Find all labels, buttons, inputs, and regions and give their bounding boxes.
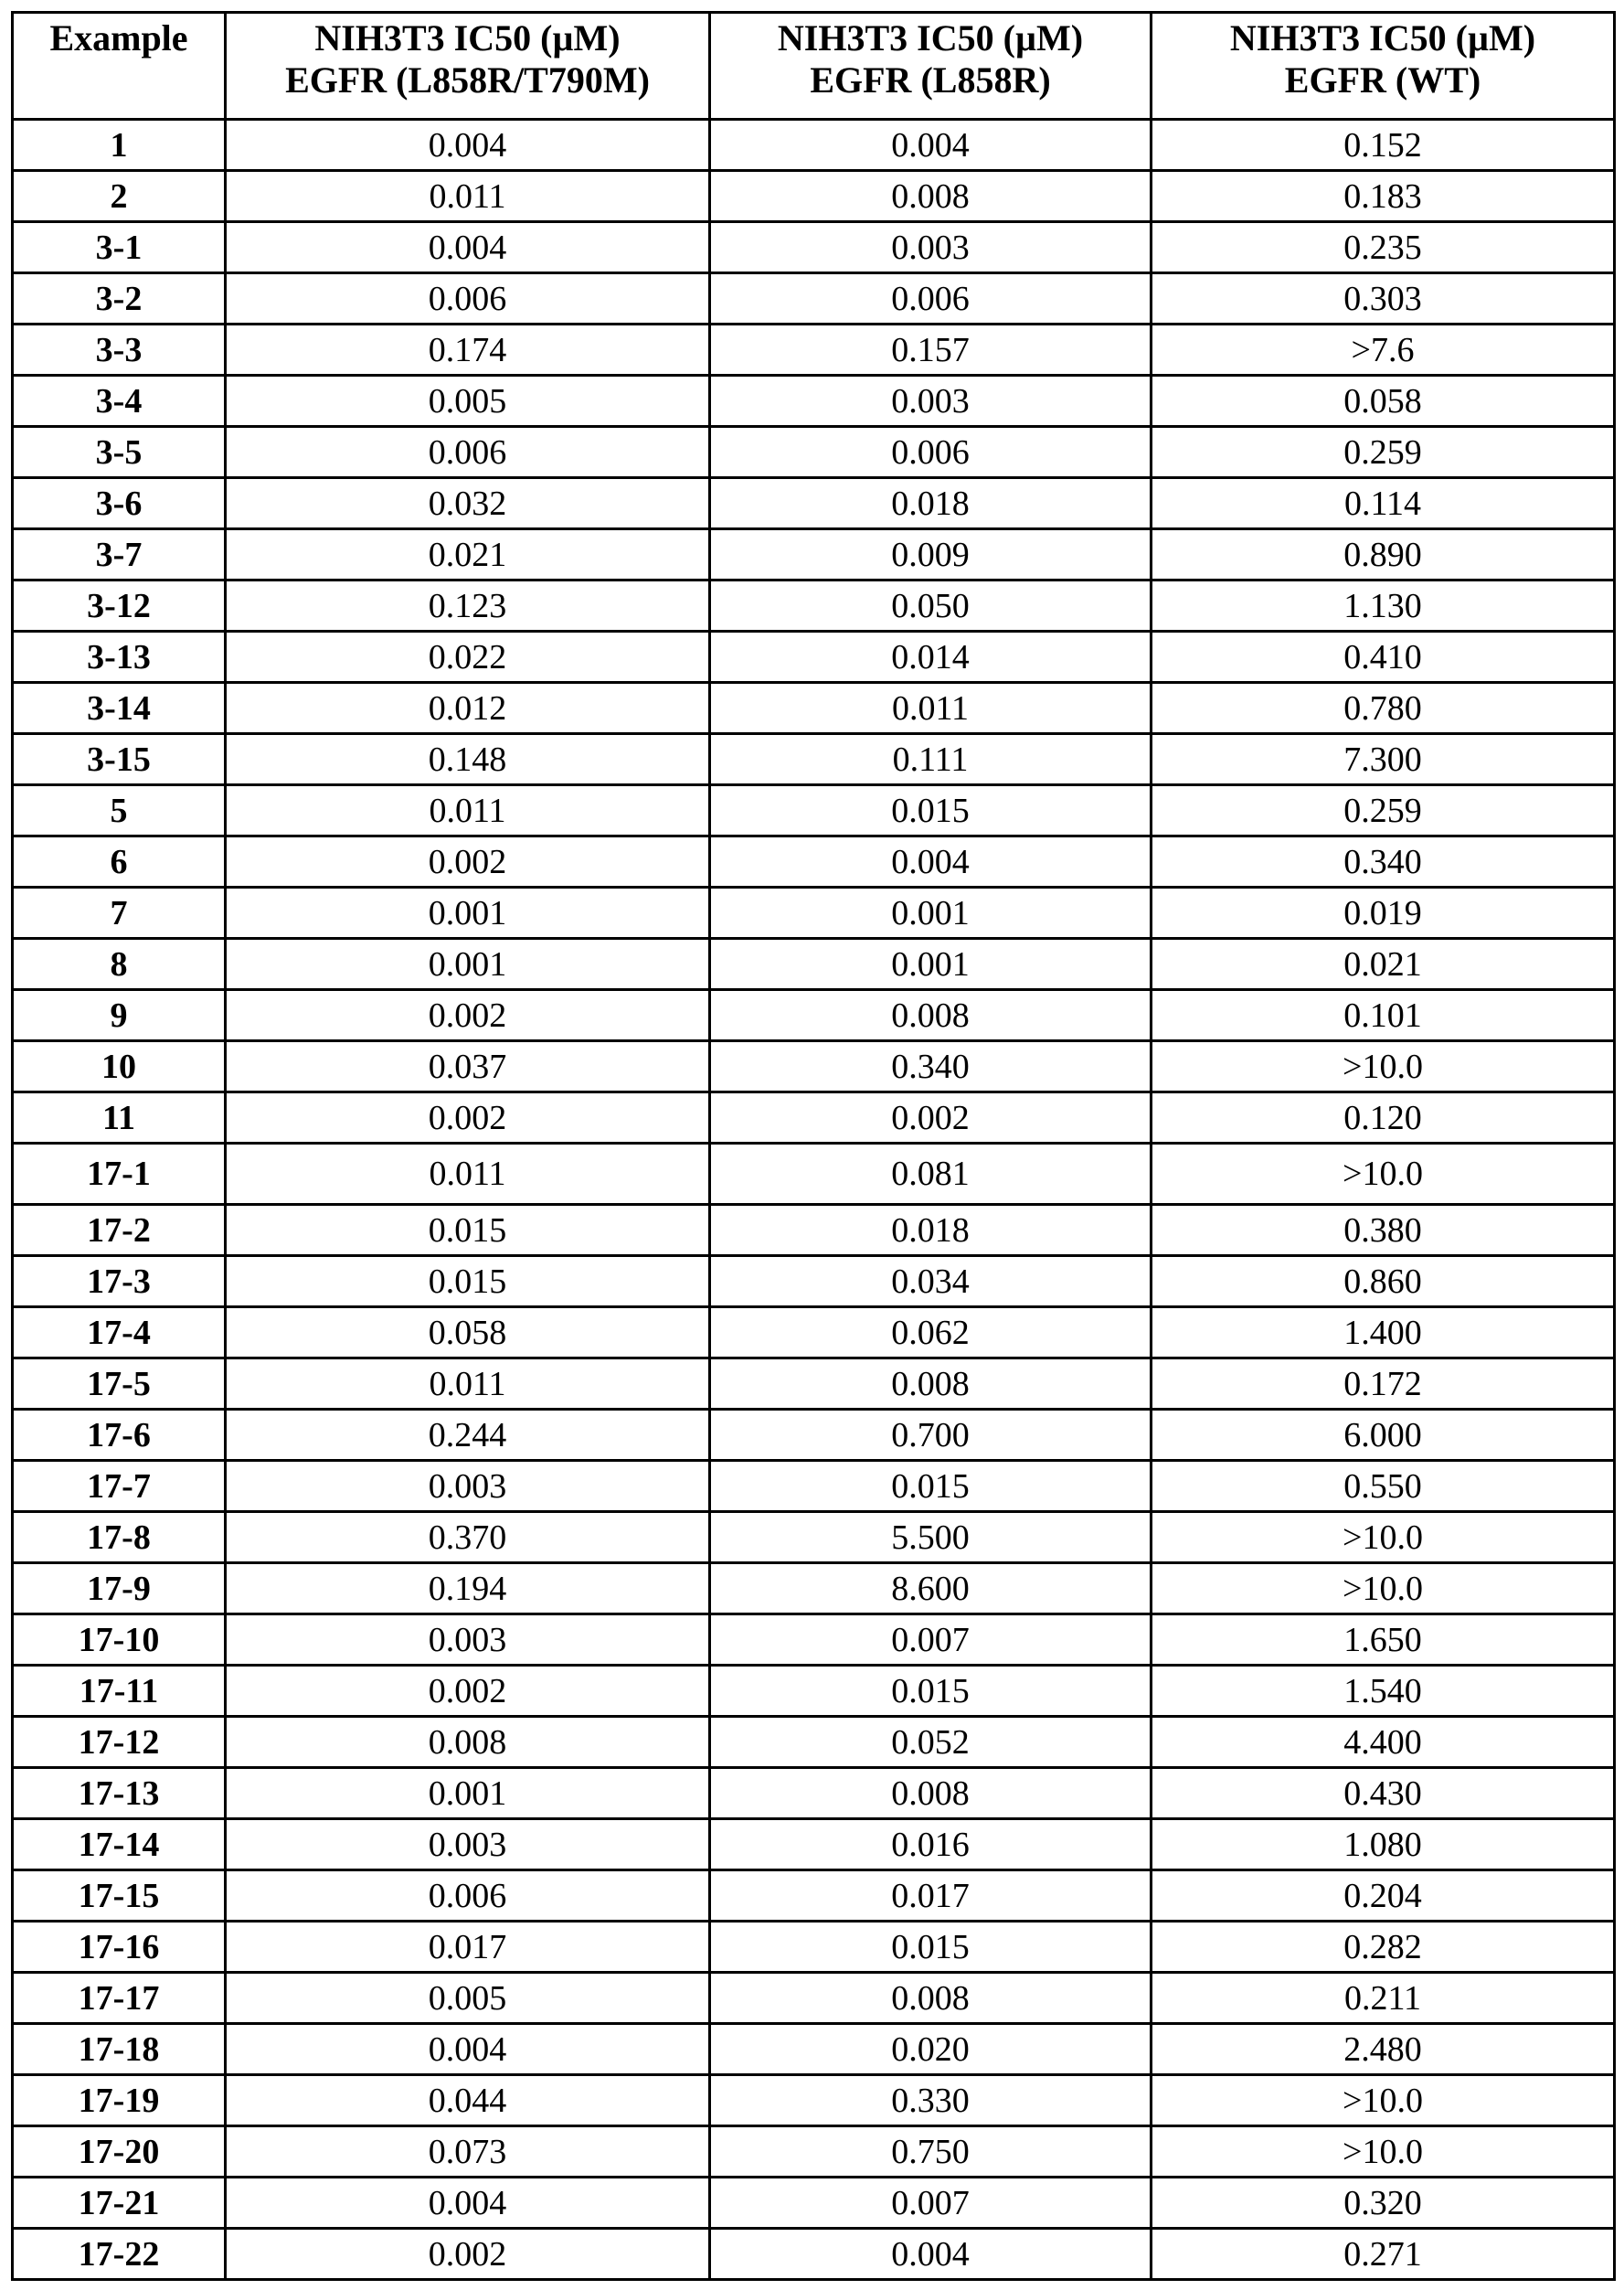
cell-example: 17-19 [13,2075,226,2126]
cell-ic50-l858r-t790m: 0.006 [226,427,710,478]
cell-example: 17-21 [13,2178,226,2229]
cell-example: 3-12 [13,580,226,632]
cell-example: 3-1 [13,222,226,273]
cell-ic50-wt: 0.021 [1152,939,1615,990]
table-row [13,376,1615,427]
cell-ic50-wt: >10.0 [1152,2075,1615,2126]
cell-ic50-wt: 4.400 [1152,1717,1615,1768]
cell-ic50-l858r: 0.081 [710,1144,1152,1205]
cell-ic50-l858r-t790m: 0.244 [226,1410,710,1461]
table-body [13,120,1615,2280]
cell-example: 17-8 [13,1512,226,1563]
cell-ic50-l858r: 0.157 [710,325,1152,376]
table-row [13,2178,1615,2229]
cell-example: 17-22 [13,2229,226,2280]
header-line1: Example [49,17,187,59]
cell-ic50-l858r-t790m: 0.174 [226,325,710,376]
ic50-table [11,11,1616,2281]
table-row [13,1144,1615,1205]
cell-example: 17-7 [13,1461,226,1512]
cell-ic50-l858r-t790m: 0.001 [226,1768,710,1819]
header-line2: EGFR (L858R) [711,59,1150,101]
table-row [13,478,1615,529]
cell-ic50-l858r-t790m: 0.002 [226,1092,710,1144]
cell-ic50-l858r-t790m: 0.123 [226,580,710,632]
table-row [13,1256,1615,1307]
cell-example: 17-20 [13,2126,226,2178]
cell-ic50-wt: 0.019 [1152,888,1615,939]
cell-ic50-wt: 0.204 [1152,1870,1615,1922]
table-row [13,632,1615,683]
cell-example: 3-7 [13,529,226,580]
cell-ic50-l858r-t790m: 0.073 [226,2126,710,2178]
cell-ic50-wt: 0.114 [1152,478,1615,529]
cell-ic50-wt: 0.282 [1152,1922,1615,1973]
cell-ic50-l858r-t790m: 0.011 [226,1358,710,1410]
cell-ic50-wt: 0.058 [1152,376,1615,427]
table-row [13,1205,1615,1256]
header-wt [1152,13,1615,120]
table-row [13,1819,1615,1870]
header-line1: NIH3T3 IC50 (µM) [711,17,1150,59]
cell-ic50-wt: 7.300 [1152,734,1615,785]
cell-ic50-l858r: 0.011 [710,683,1152,734]
cell-ic50-l858r-t790m: 0.370 [226,1512,710,1563]
cell-ic50-l858r: 0.050 [710,580,1152,632]
cell-ic50-l858r: 0.001 [710,888,1152,939]
cell-ic50-l858r-t790m: 0.002 [226,1666,710,1717]
table-row [13,1512,1615,1563]
cell-ic50-wt: 0.410 [1152,632,1615,683]
cell-example: 8 [13,939,226,990]
cell-ic50-l858r-t790m: 0.004 [226,2024,710,2075]
cell-example: 6 [13,836,226,888]
cell-example: 10 [13,1041,226,1092]
cell-example: 7 [13,888,226,939]
cell-ic50-l858r: 0.002 [710,1092,1152,1144]
cell-ic50-l858r: 0.008 [710,1358,1152,1410]
cell-example: 3-15 [13,734,226,785]
cell-ic50-l858r: 0.016 [710,1819,1152,1870]
cell-ic50-wt: 0.780 [1152,683,1615,734]
cell-ic50-wt: 0.320 [1152,2178,1615,2229]
cell-ic50-l858r: 0.330 [710,2075,1152,2126]
cell-ic50-wt: 0.101 [1152,990,1615,1041]
cell-ic50-l858r-t790m: 0.058 [226,1307,710,1358]
cell-ic50-l858r: 8.600 [710,1563,1152,1614]
table-row [13,1768,1615,1819]
cell-ic50-l858r-t790m: 0.032 [226,478,710,529]
cell-ic50-l858r-t790m: 0.015 [226,1256,710,1307]
cell-ic50-l858r-t790m: 0.148 [226,734,710,785]
table-row [13,1922,1615,1973]
table-row [13,1410,1615,1461]
cell-example: 17-4 [13,1307,226,1358]
cell-ic50-wt: >10.0 [1152,1041,1615,1092]
table-row [13,529,1615,580]
cell-example: 3-5 [13,427,226,478]
cell-ic50-wt: 1.400 [1152,1307,1615,1358]
cell-ic50-l858r: 0.004 [710,120,1152,171]
cell-ic50-wt: 0.183 [1152,171,1615,222]
table-row [13,888,1615,939]
cell-example: 11 [13,1092,226,1144]
cell-example: 17-12 [13,1717,226,1768]
cell-ic50-l858r-t790m: 0.006 [226,273,710,325]
cell-example: 3-4 [13,376,226,427]
cell-ic50-l858r: 0.015 [710,1922,1152,1973]
cell-ic50-wt: 0.271 [1152,2229,1615,2280]
table-row [13,1973,1615,2024]
cell-ic50-l858r: 0.034 [710,1256,1152,1307]
cell-ic50-l858r: 0.003 [710,222,1152,273]
cell-ic50-l858r-t790m: 0.002 [226,2229,710,2280]
table-row [13,785,1615,836]
cell-ic50-l858r-t790m: 0.005 [226,1973,710,2024]
cell-ic50-l858r: 0.009 [710,529,1152,580]
cell-ic50-l858r: 0.001 [710,939,1152,990]
table-row [13,836,1615,888]
cell-ic50-wt: 0.152 [1152,120,1615,171]
table-row [13,1041,1615,1092]
cell-ic50-l858r-t790m: 0.003 [226,1614,710,1666]
table-row [13,2075,1615,2126]
cell-ic50-l858r: 0.006 [710,427,1152,478]
cell-ic50-l858r: 0.006 [710,273,1152,325]
cell-ic50-wt: 1.540 [1152,1666,1615,1717]
table-row [13,273,1615,325]
cell-ic50-l858r-t790m: 0.003 [226,1819,710,1870]
cell-ic50-wt: >10.0 [1152,2126,1615,2178]
table-row [13,2229,1615,2280]
cell-example: 17-15 [13,1870,226,1922]
cell-ic50-l858r-t790m: 0.011 [226,1144,710,1205]
header-l858r [710,13,1152,120]
cell-ic50-l858r-t790m: 0.004 [226,222,710,273]
cell-ic50-wt: 0.890 [1152,529,1615,580]
header-line1: NIH3T3 IC50 (µM) [1152,17,1613,59]
cell-ic50-l858r-t790m: 0.003 [226,1461,710,1512]
table-row [13,1358,1615,1410]
table-row [13,325,1615,376]
cell-ic50-wt: 0.211 [1152,1973,1615,2024]
cell-ic50-l858r: 0.008 [710,1973,1152,2024]
table-row [13,1717,1615,1768]
cell-ic50-wt: 6.000 [1152,1410,1615,1461]
cell-ic50-l858r: 0.020 [710,2024,1152,2075]
cell-ic50-l858r: 0.017 [710,1870,1152,1922]
cell-ic50-l858r-t790m: 0.001 [226,888,710,939]
cell-ic50-l858r-t790m: 0.015 [226,1205,710,1256]
cell-ic50-l858r-t790m: 0.022 [226,632,710,683]
cell-ic50-wt: 0.259 [1152,785,1615,836]
cell-example: 3-6 [13,478,226,529]
table-row [13,1870,1615,1922]
cell-ic50-wt: 1.130 [1152,580,1615,632]
cell-example: 3-14 [13,683,226,734]
cell-ic50-l858r: 5.500 [710,1512,1152,1563]
cell-ic50-l858r-t790m: 0.002 [226,836,710,888]
cell-ic50-l858r: 0.008 [710,1768,1152,1819]
cell-ic50-l858r: 0.007 [710,2178,1152,2229]
header-l858r-t790m [226,13,710,120]
cell-example: 17-5 [13,1358,226,1410]
cell-ic50-l858r-t790m: 0.011 [226,171,710,222]
cell-ic50-l858r-t790m: 0.001 [226,939,710,990]
header-line1: NIH3T3 IC50 (µM) [227,17,708,59]
table-row [13,1461,1615,1512]
table-row [13,939,1615,990]
table-row [13,427,1615,478]
cell-ic50-l858r: 0.007 [710,1614,1152,1666]
cell-example: 17-18 [13,2024,226,2075]
table-row [13,734,1615,785]
cell-example: 9 [13,990,226,1041]
cell-ic50-l858r: 0.015 [710,1666,1152,1717]
cell-ic50-l858r: 0.008 [710,990,1152,1041]
cell-example: 17-2 [13,1205,226,1256]
header-line2: EGFR (WT) [1152,59,1613,101]
cell-ic50-l858r: 0.052 [710,1717,1152,1768]
cell-example: 17-13 [13,1768,226,1819]
cell-ic50-wt: 2.480 [1152,2024,1615,2075]
cell-example: 17-14 [13,1819,226,1870]
cell-example: 3-13 [13,632,226,683]
header-line2: EGFR (L858R/T790M) [227,59,708,101]
cell-example: 5 [13,785,226,836]
cell-ic50-wt: 0.120 [1152,1092,1615,1144]
cell-ic50-l858r: 0.004 [710,2229,1152,2280]
table-row [13,2126,1615,2178]
cell-ic50-l858r-t790m: 0.008 [226,1717,710,1768]
cell-ic50-wt: 1.080 [1152,1819,1615,1870]
cell-example: 17-3 [13,1256,226,1307]
table-row [13,1666,1615,1717]
cell-ic50-l858r-t790m: 0.005 [226,376,710,427]
cell-ic50-l858r-t790m: 0.017 [226,1922,710,1973]
header-example [13,13,226,120]
cell-ic50-l858r-t790m: 0.037 [226,1041,710,1092]
cell-ic50-wt: >10.0 [1152,1563,1615,1614]
cell-ic50-wt: 1.650 [1152,1614,1615,1666]
cell-ic50-wt: 0.380 [1152,1205,1615,1256]
cell-ic50-l858r-t790m: 0.194 [226,1563,710,1614]
cell-ic50-wt: 0.259 [1152,427,1615,478]
cell-ic50-wt: 0.172 [1152,1358,1615,1410]
cell-example: 2 [13,171,226,222]
cell-ic50-wt: 0.340 [1152,836,1615,888]
cell-ic50-wt: >10.0 [1152,1512,1615,1563]
table-row [13,120,1615,171]
cell-ic50-l858r: 0.008 [710,171,1152,222]
cell-ic50-l858r-t790m: 0.004 [226,120,710,171]
cell-ic50-wt: 0.860 [1152,1256,1615,1307]
cell-ic50-wt: 0.430 [1152,1768,1615,1819]
cell-example: 1 [13,120,226,171]
cell-ic50-l858r: 0.750 [710,2126,1152,2178]
cell-ic50-l858r-t790m: 0.006 [226,1870,710,1922]
table-row [13,2024,1615,2075]
cell-example: 17-16 [13,1922,226,1973]
cell-ic50-wt: >10.0 [1152,1144,1615,1205]
table-row [13,990,1615,1041]
cell-example: 17-17 [13,1973,226,2024]
cell-ic50-l858r: 0.003 [710,376,1152,427]
cell-ic50-wt: 0.235 [1152,222,1615,273]
cell-ic50-l858r: 0.700 [710,1410,1152,1461]
header-row [13,13,1615,120]
cell-ic50-l858r: 0.018 [710,478,1152,529]
cell-ic50-l858r: 0.014 [710,632,1152,683]
cell-ic50-l858r: 0.004 [710,836,1152,888]
cell-ic50-l858r-t790m: 0.044 [226,2075,710,2126]
cell-example: 17-1 [13,1144,226,1205]
table-row [13,683,1615,734]
cell-example: 17-11 [13,1666,226,1717]
table-row [13,1563,1615,1614]
cell-example: 3-3 [13,325,226,376]
cell-example: 17-6 [13,1410,226,1461]
cell-ic50-l858r: 0.018 [710,1205,1152,1256]
cell-ic50-l858r: 0.015 [710,785,1152,836]
cell-ic50-l858r-t790m: 0.021 [226,529,710,580]
cell-ic50-wt: >7.6 [1152,325,1615,376]
cell-ic50-l858r-t790m: 0.002 [226,990,710,1041]
table-row [13,1614,1615,1666]
table-row [13,222,1615,273]
cell-ic50-wt: 0.550 [1152,1461,1615,1512]
table-row [13,1092,1615,1144]
cell-example: 17-9 [13,1563,226,1614]
cell-ic50-l858r-t790m: 0.011 [226,785,710,836]
table-row [13,1307,1615,1358]
cell-ic50-wt: 0.303 [1152,273,1615,325]
cell-ic50-l858r: 0.111 [710,734,1152,785]
cell-example: 3-2 [13,273,226,325]
cell-ic50-l858r: 0.340 [710,1041,1152,1092]
cell-example: 17-10 [13,1614,226,1666]
table-row [13,171,1615,222]
cell-ic50-l858r: 0.062 [710,1307,1152,1358]
table-row [13,580,1615,632]
cell-ic50-l858r: 0.015 [710,1461,1152,1512]
cell-ic50-l858r-t790m: 0.012 [226,683,710,734]
cell-ic50-l858r-t790m: 0.004 [226,2178,710,2229]
